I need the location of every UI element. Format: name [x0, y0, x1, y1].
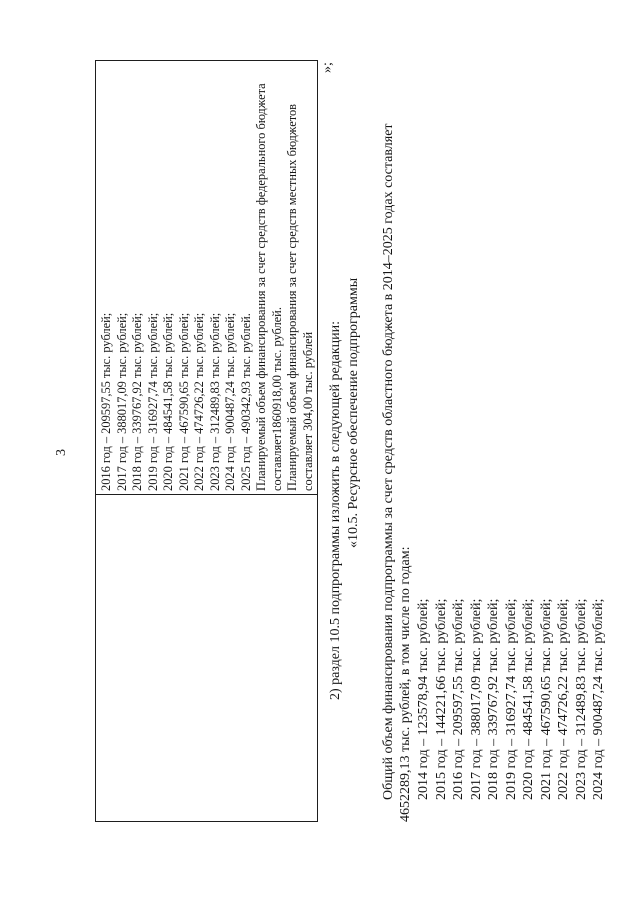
local-budget-amount: составляет 304,00 тыс. рублей	[300, 331, 315, 491]
table-year-line: 2017 год – 388017,09 тыс. рублей;	[114, 312, 129, 491]
list-item: 2014 год – 123578,94 тыс. рублей;	[416, 598, 431, 800]
section-total-line: 4652289,13 тыс. рублей, в том числе по годам:	[398, 546, 413, 822]
financing-table	[95, 60, 318, 822]
table-cell-financing	[96, 61, 317, 494]
section-year-list	[415, 599, 608, 800]
table-year-line: 2024 год – 900487,24 тыс. рублей;	[223, 312, 237, 491]
page-number: 3	[54, 449, 69, 456]
list-item: 2024 год – 900487,24 тыс. рублей;	[591, 598, 606, 800]
list-item: 2019 год – 316927,74 тыс. рублей;	[503, 598, 519, 800]
table-year-line: 2020 год – 484541,58 тыс. рублей;	[161, 312, 175, 491]
list-item: 2020 год – 484541,58 тыс. рублей;	[521, 598, 536, 800]
section-heading: «10.5. Ресурсное обеспечение подпрограммы	[346, 277, 361, 548]
list-item: 2017 год – 388017,09 тыс. рублей;	[468, 598, 484, 800]
federal-budget-amount: составляет1860918,00 тыс. рублей.	[269, 307, 284, 491]
table-closing-quote: »;	[320, 62, 335, 73]
list-item: 2022 год – 474726,22 тыс. рублей;	[556, 598, 571, 800]
list-item: 2023 год – 312489,83 тыс. рублей;	[573, 598, 589, 800]
table-year-line: 2019 год – 316927,74 тыс. рублей;	[145, 312, 160, 491]
list-item: 2016 год – 209597,55 тыс. рублей;	[451, 598, 466, 800]
local-budget-line: Планируемый объем финансирования за счет средств местных бюджетов	[285, 103, 299, 491]
amendment-text: 2) раздел 10.5 подпрограммы изложить в следующей редакции:	[328, 320, 343, 700]
table-year-line: 2023 год – 312489,83 тыс. рублей;	[207, 312, 222, 491]
table-cell-empty	[96, 494, 317, 821]
table-year-line: 2021 год – 467590,65 тыс. рублей;	[176, 312, 191, 491]
federal-budget-line: Планируемый объем финансирования за счет средств федерального бюджета	[254, 83, 268, 491]
table-year-line: 2016 год – 209597,55 тыс. рублей;	[99, 312, 113, 491]
section-intro-line: Общий объем финансирования подпрограммы за счет средств областного бюджета в 2014–2025 годах составляет	[381, 123, 396, 800]
table-year-line: 2025 год – 490342,93 тыс. рублей.	[238, 313, 253, 491]
list-item: 2015 год – 144221,66 тыс. рублей;	[433, 598, 449, 800]
table-year-line: 2022 год – 474726,22 тыс. рублей;	[192, 312, 206, 491]
list-item: 2021 год – 467590,65 тыс. рублей;	[538, 598, 554, 800]
table-year-line: 2018 год – 339767,92 тыс. рублей;	[130, 312, 144, 491]
list-item: 2018 год – 339767,92 тыс. рублей;	[486, 598, 501, 800]
